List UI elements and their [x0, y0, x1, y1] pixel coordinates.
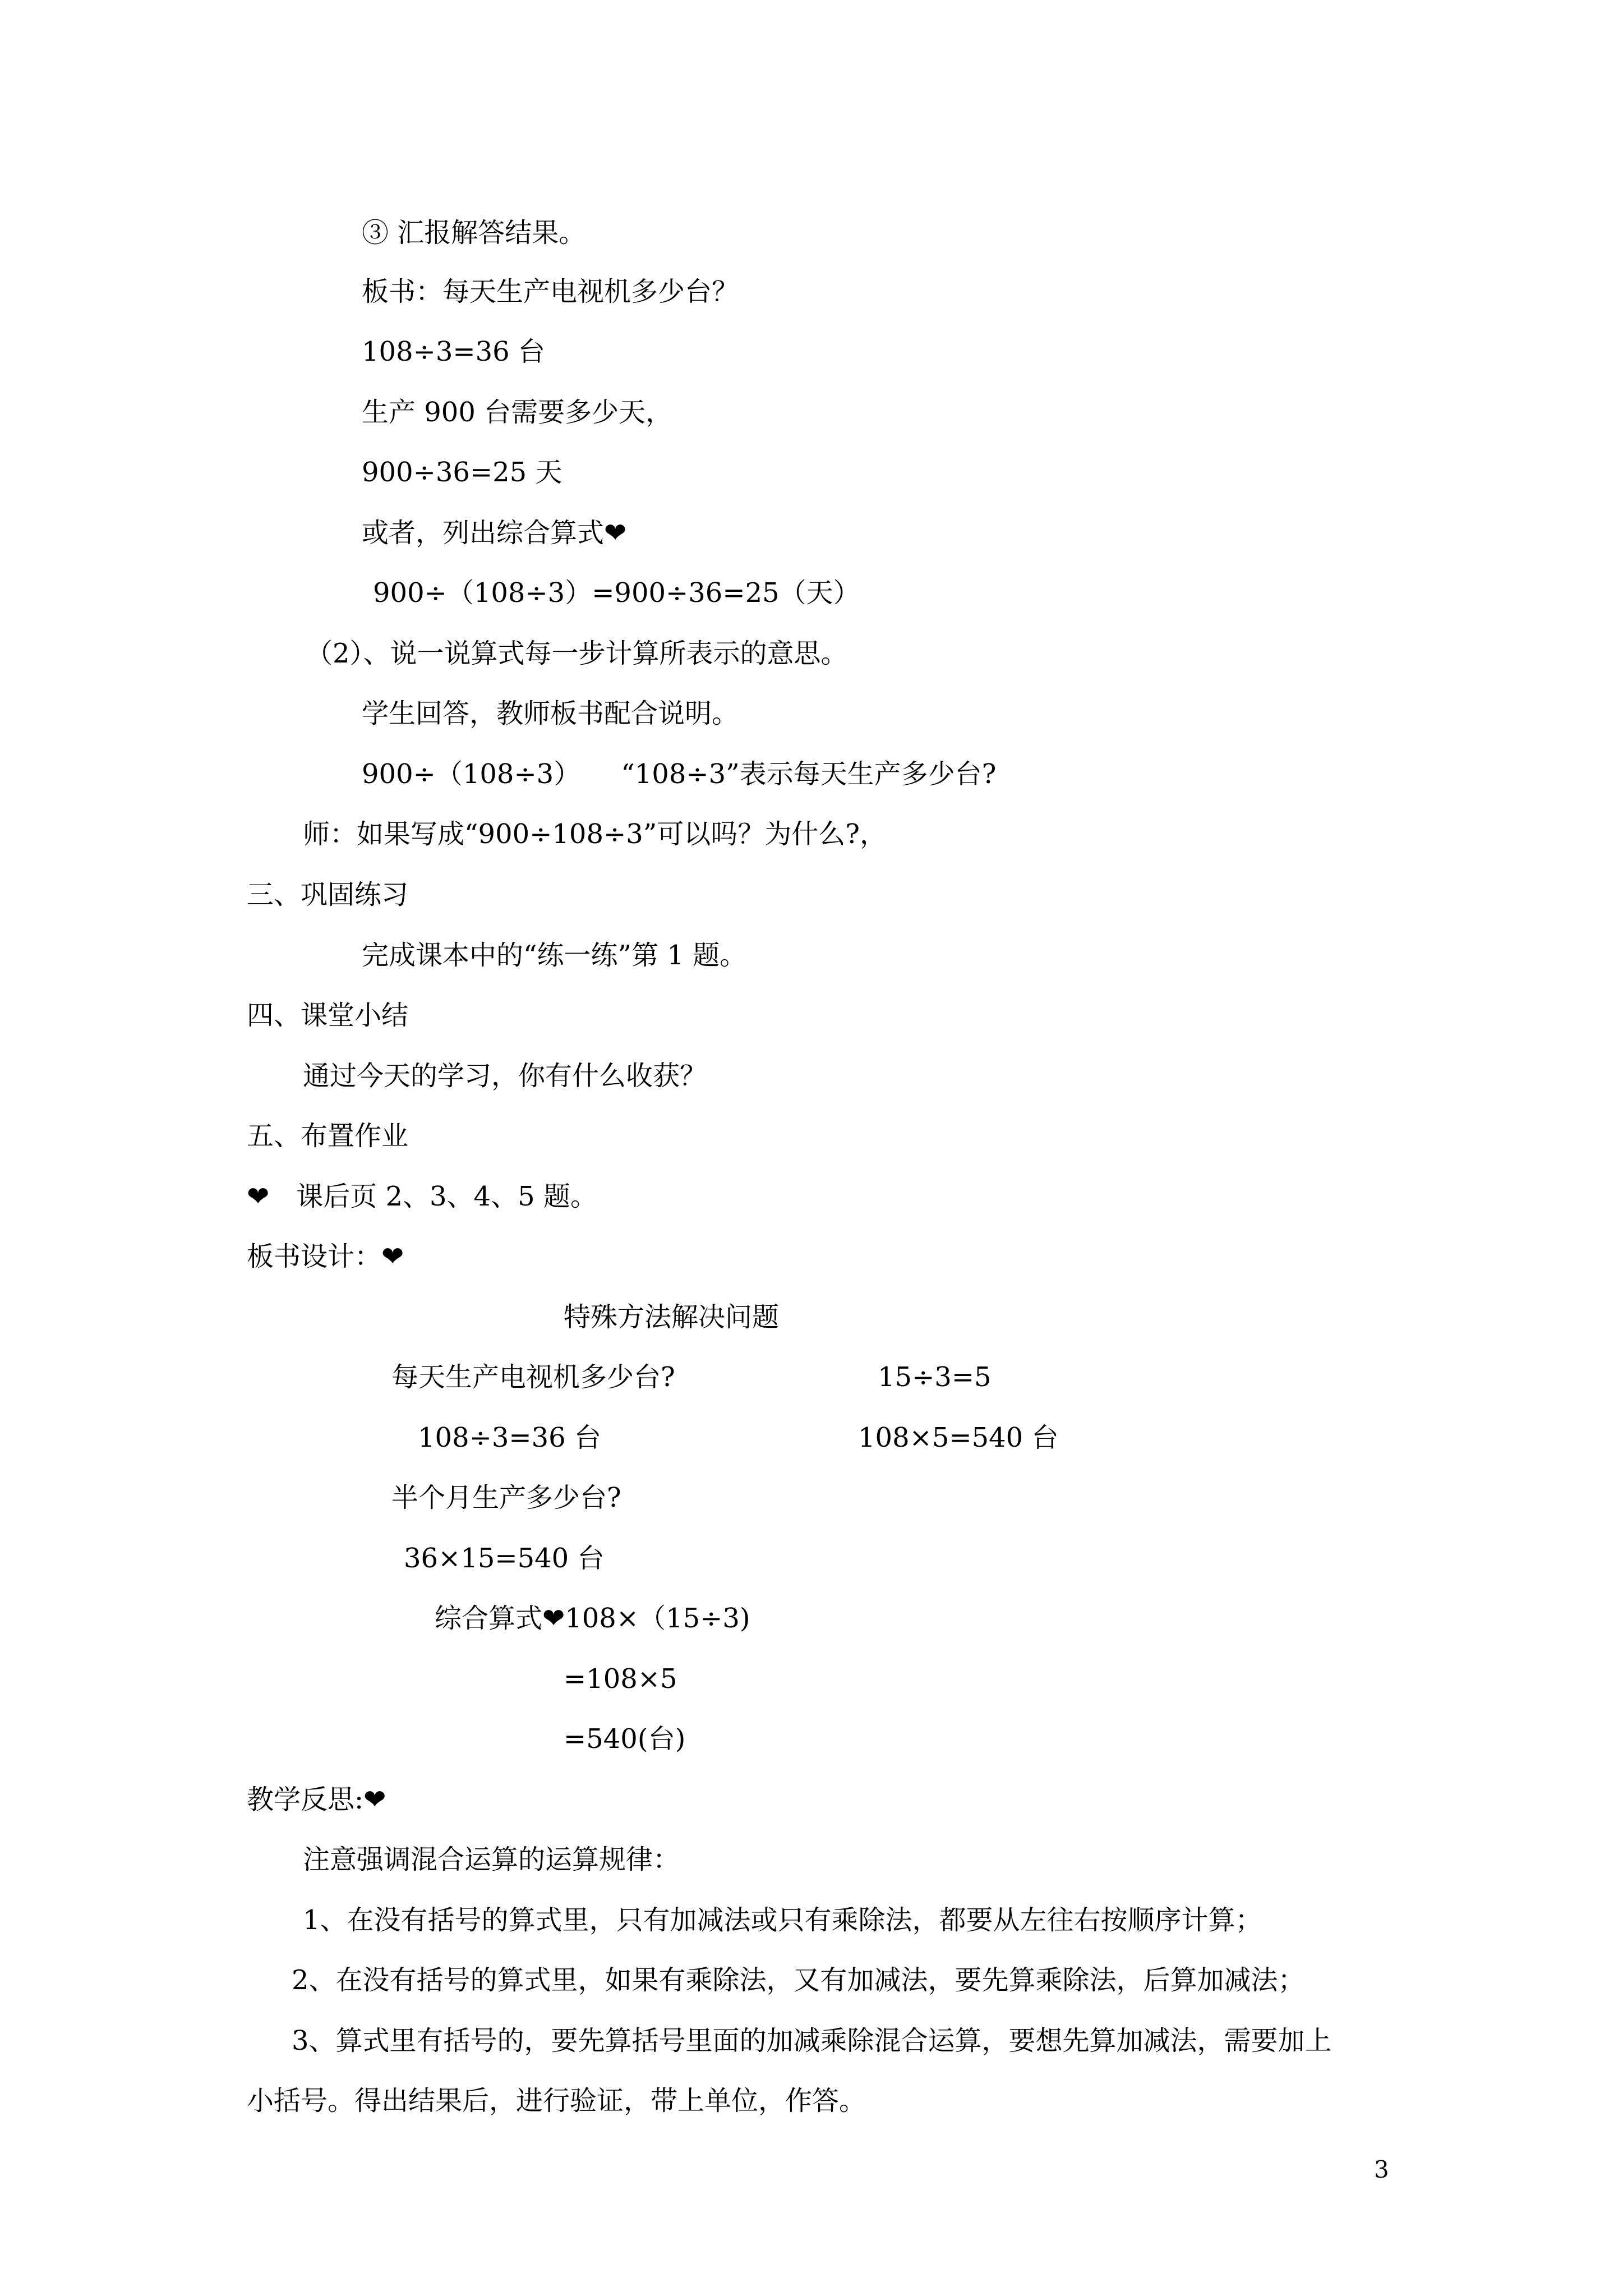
board-combined-step-1: =108×5 — [564, 1663, 677, 1695]
board-left-question-1: 每天生产电视机多少台? — [391, 1361, 675, 1393]
board-title: 特殊方法解决问题 — [564, 1301, 780, 1333]
board-left-equation-2: 36×15=540 台 — [404, 1543, 605, 1574]
rule-2: 2、在没有括号的算式里，如果有乘除法，又有加减法，要先算乘除法，后算加减法； — [292, 1964, 1305, 1996]
board-combined-formula: 综合算式❤108×（15÷3) — [435, 1603, 750, 1634]
board-right-equation-2: 108×5=540 台 — [858, 1422, 1059, 1453]
board-left-equation-1: 108÷3=36 台 — [418, 1422, 601, 1453]
formula-meaning: 900÷（108÷3） “108÷3”表示每天生产多少台? — [362, 758, 997, 790]
rule-3: 3、算式里有括号的，要先算括号里面的加减乘除混合运算，要想先算加减法，需要加上 — [292, 2025, 1332, 2056]
exercise-text: 完成课本中的“练一练”第 1 题。 — [362, 940, 747, 971]
step-3-report: ③ 汇报解答结果。 — [362, 217, 586, 249]
equation-1: 108÷3=36 台 — [362, 336, 545, 367]
section-4-heading: 四、课堂小结 — [247, 1000, 409, 1031]
board-combined-step-2: =540(台) — [564, 1723, 686, 1755]
board-left-question-2: 半个月生产多少台? — [391, 1482, 621, 1513]
board-design-heading: 板书设计：❤ — [247, 1241, 404, 1272]
section-3-heading: 三、巩固练习 — [247, 879, 409, 910]
rule-3-continued: 小括号。得出结果后，进行验证，带上单位，作答。 — [247, 2085, 866, 2116]
combined-formula-intro: 或者，列出综合算式❤ — [362, 517, 627, 549]
combined-formula: 900÷（108÷3）=900÷36=25（天） — [373, 577, 860, 609]
page-number: 3 — [1374, 2156, 1389, 2183]
board-right-equation-1: 15÷3=5 — [878, 1361, 992, 1393]
rule-1: 1、在没有括号的算式里，只有加减法或只有乘除法，都要从左往右按顺序计算； — [303, 1904, 1262, 1936]
homework-text: ❤ 课后页 2、3、4、5 题。 — [247, 1181, 597, 1212]
student-answer: 学生回答，教师板书配合说明。 — [362, 698, 739, 729]
equation-2: 900÷36=25 天 — [362, 457, 562, 488]
board-question-1: 板书：每天生产电视机多少台？ — [362, 276, 739, 307]
reflection-intro: 注意强调混合运算的运算规律： — [303, 1844, 680, 1875]
question-2: 生产 900 台需要多少天， — [362, 397, 673, 428]
section-5-heading: 五、布置作业 — [247, 1120, 409, 1152]
summary-question: 通过今天的学习，你有什么收获？ — [303, 1060, 707, 1092]
part-2-heading: （2）、说一说算式每一步计算所表示的意思。 — [306, 638, 848, 669]
teacher-question: 师：如果写成“900÷108÷3”可以吗？为什么?， — [303, 818, 887, 850]
reflection-heading: 教学反思:❤ — [247, 1784, 386, 1815]
